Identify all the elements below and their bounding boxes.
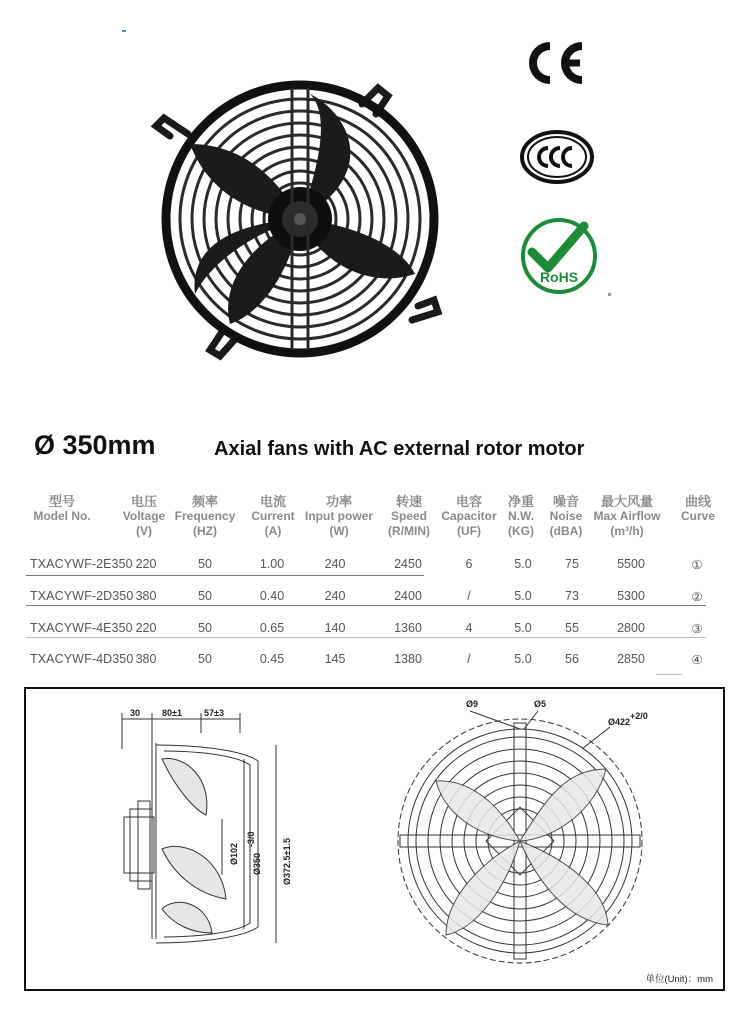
- dim-102: Ø102: [229, 842, 239, 865]
- dim-350: Ø350: [252, 852, 262, 875]
- dimension-drawing: [24, 687, 725, 991]
- dim-9: Ø9: [466, 699, 479, 709]
- dim-30: 30: [130, 708, 141, 718]
- rohs-label: RoHS: [539, 269, 579, 285]
- dim-57: 57±3: [204, 708, 224, 718]
- col-header-voltage: 电压 Voltage (V): [122, 494, 166, 538]
- axial-fan-photo: [150, 74, 450, 364]
- table-row: TXACYWF-4E350 220 50 0.65 140 1360 4 5.0 55 2800 ③: [30, 621, 703, 636]
- col-header-model: 型号 Model No.: [33, 494, 91, 523]
- col-header-capacitor: 电容 Capacitor (UF): [441, 494, 497, 538]
- corner-mark: [608, 293, 611, 296]
- size-title: Ø 350mm: [34, 430, 156, 460]
- dim-422: Ø422: [608, 717, 631, 727]
- ccc-mark-icon: [518, 128, 596, 186]
- ce-mark-icon: [520, 38, 588, 88]
- col-header-current: 电流 Current (A): [251, 494, 295, 538]
- dim-372: Ø372.5±1.5: [282, 838, 292, 885]
- row-rule: [26, 637, 706, 638]
- table-row: TXACYWF-2E350 220 50 1.00 240 2450 6 5.0 75 5500 ①: [30, 557, 703, 572]
- dim-422-tol: +2/0: [630, 711, 648, 721]
- rohs-mark-icon: [518, 216, 600, 296]
- col-header-net-weight: 净重 N.W. (KG): [507, 494, 534, 538]
- product-title: Axial fans with AC external rotor motor: [214, 438, 585, 460]
- col-header-frequency: 频率 Frequency (HZ): [174, 494, 236, 538]
- table-row: TXACYWF-2D350 380 50 0.40 240 2400 / 5.0 73 5300 ②: [30, 589, 703, 604]
- row-rule: [26, 575, 424, 576]
- dim-80: 80±1: [162, 708, 182, 718]
- col-header-speed: 转速 Speed (R/MIN): [388, 494, 430, 538]
- table-row: TXACYWF-4D350 380 50 0.45 145 1380 / 5.0 56 2850 ④: [30, 652, 703, 667]
- drawing-canvas: [26, 689, 723, 989]
- col-header-input-power: 功率 Input power (W): [305, 494, 373, 538]
- col-header-noise: 噪音 Noise (dBA): [549, 494, 583, 538]
- row-rule: [26, 605, 706, 606]
- unit-note: 单位(Unit)：mm: [645, 974, 713, 985]
- corner-mark: [122, 30, 126, 32]
- dim-350-tol: -3/0: [246, 831, 256, 847]
- col-header-curve: 曲线 Curve: [680, 494, 715, 523]
- dim-5: Ø5: [534, 699, 547, 709]
- row-rule: [656, 674, 682, 675]
- col-header-max-airflow: 最大风量 Max Airflow (m³/h): [593, 494, 661, 538]
